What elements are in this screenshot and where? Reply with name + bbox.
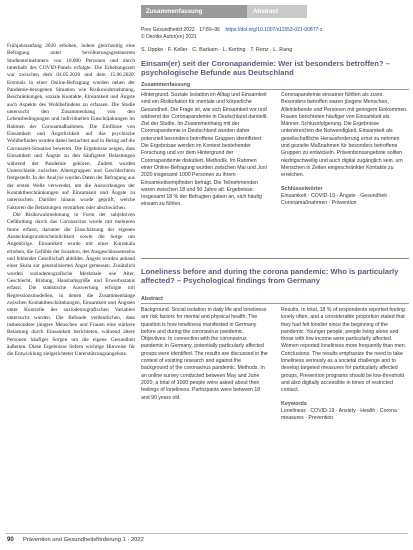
keywords-en: Loneliness · COVID-19 · Anxiety · Health · Corona measures · Prevention <box>281 407 397 421</box>
zusammenfassung-text-right: Coronapandemie einsamer fühlten als zuvor. Besonders betroffen waren jüngere Menschen, Alleinlebende und Personen mit geringem Einkommen. Frauen berichteten häufiger von Einsamkeit als Männer. Schlussfolgerung. Die Ergebnisse unterstreichen die Notwendigkeit, Einsamkeit als gesellschaftliche Herausforderung ernst zu nehmen und gezielte Maßnahmen für besonders betroffene Gruppen zu entwickeln. Präventionsangebote sollten niedrigschwellig und auch digital zugänglich sein, um Menschen in Zeiten eingeschränkter Kontakte zu erreichen. <box>281 92 408 179</box>
section-tabs <box>141 5 307 18</box>
keywords-heading-en: Keywords <box>281 400 307 407</box>
zusammenfassung-body <box>141 92 409 209</box>
abstract-header <box>141 292 409 304</box>
body-paragraph: Frühjahrsanfang 2020 erhoben, indem gleichzeitig eine Befragung unter bevölkerungsgesteuerten Studienteilnehmern von 10.000 Personen und durch innerhalb des COVID-Panels erfolgte. Die Erhebungszeit war zwischen dem 04.05.2020 und dem 15.06.2020. Erstmals in einer Online-Befragung wurden neben der Pandemie-bezogenen Situation wie Risikowahrnehmung, Beschränkungen, soziale Kontakte, Einsamkeit und Ängste auch Aspekte des Wohlbefindens zu erfassen. Die Studie untersucht den Zusammenhang von den Lebensbedingungen und individuellen Einschränkungen im Rahmen der Coronamaßnahmen. Die Einflüsse von Einsamkeit und Ängstlichkeit auf das psychische Wohlbefinden wurden dabei betrachtet und in Bezug auf die Coronazeit-Situation bewertet. Die Ergebnisse zeigen, dass Einsamkeit und Ängste zu den häufigsten Belastungen während der Pandemie gehören. Zudem wurden Unterschiede zwischen Altersgruppen und Geschlechtern festgestellt. In der Analyse wurden Daten der Befragung aus der ersten Welle verwendet, um die Auswirkungen der Kontaktbeschränkungen auf Einsamkeit und Ängste zu untersuchen. Darüber hinaus wurde geprüft, welche Faktoren die Belastungen verstärken oder abschwächen. <box>7 43 135 211</box>
zusammenfassung-left-column <box>141 92 269 209</box>
keywords-de: Einsamkeit · COVID-19 · Ängste · Gesundheit · Coronamaßnahmen · Prävention <box>281 192 390 206</box>
abstract-right-column <box>281 307 409 422</box>
abstract-heading: Abstract <box>141 296 163 302</box>
left-column-text <box>7 43 135 528</box>
divider <box>141 89 409 90</box>
copyright: © Der/die Autor(en) 2021 <box>141 33 197 40</box>
zusammenfassung-heading: Zusammenfassung <box>141 81 191 88</box>
german-section <box>141 47 409 89</box>
article-title-de: Einsam(er) seit der Coronapandemie: Wer ist besonders betroffen? – psychologische Befunde aus Deutschland <box>141 59 390 78</box>
footer-rule <box>5 533 408 534</box>
journal-citation: Prev Gesundheitsf 2022 · 17:89–96 <box>141 27 220 33</box>
abstract-body <box>141 307 409 422</box>
page-number: 90 <box>7 537 14 543</box>
zusammenfassung-right-column <box>281 92 409 209</box>
abstract-text-right: Results. In total, 18 % of respondents reported feeling lonely often, and a considerable proportion stated that they had felt lonelier since the beginning of the pandemic. Younger people, people living alone and those with low income were particularly affected. Women reported loneliness more frequently than men. Conclusions. The results emphasize the need to take loneliness seriously as a societal challenge and to develop targeted measures for particularly affected groups. Prevention programs should be low-threshold and also digitally accessible in times of restricted contact. <box>281 307 407 394</box>
journal-name: Prävention und Gesundheitsförderung 1 · 2022 <box>23 537 144 543</box>
tab-zusammenfassung[interactable]: Zusammenfassung <box>141 5 247 18</box>
keywords-heading-de: Schlüsselwörter <box>281 185 323 192</box>
divider <box>141 303 409 304</box>
abstract-left-column <box>141 307 269 422</box>
doi-link[interactable]: https://doi.org/10.1007/s11553-021-00877-z <box>225 27 323 33</box>
page-footer <box>0 533 413 547</box>
body-paragraph: Die Risikowahrnehmung in Form der subjektiven Gefährdung durch das Coronavirus wurde mit mehreren Items erfasst, darunter die Einschätzung der eigenen Ansteckungswahrscheinlichkeit sowie die Sorge um Angehörige. Einsamkeit wurde mit einer Kurzskala erhoben, die Gefühle der Isolation, des Ausgeschlossenseins und fehlender Gesellschaft abbildet. Ängste wurden anhand einer Skala zur generalisierten Angst gemessen. Zusätzlich wurden soziodemografische Merkmale wie Alter, Geschlecht, Bildung, Haushaltsgröße und Erwerbsstatus erfasst. Die statistische Auswertung erfolgte mit Regressionsmodellen, in denen die Zusammenhänge zwischen Kontaktbeschränkungen, Einsamkeit und Ängsten unter Kontrolle der soziodemografischen Variablen untersucht wurden. Die Befunde verdeutlichen, dass insbesondere jüngere Menschen und Frauen eine stärkere Belastung durch Einsamkeit berichteten, während ältere Personen häufiger Sorgen um die eigene Gesundheit äußerten. Diese Ergebnisse liefern wichtige Hinweise für die Entwicklung zielgerichteter Unterstützungsangebote. <box>7 211 135 358</box>
zusammenfassung-text-left: Hintergrund. Soziale Isolation im Alltag und Einsamkeit sind ein Risikofaktor für mentale und körperliche Gesundheit. Die Frage ist, wie sich Einsamkeit vor und während der Coronapandemie in Deutschland darstellt. Ziel der Studie. Im Zusammenhang mit der Coronapandemie in Deutschland wurden daher potenziell besonders betroffene Gruppen identifiziert. Die Ergebnisse werden im Kontext bestehender Forschung und vor dem Hintergrund der Coronapandemie diskutiert. Methodik. Im Rahmen einer Online-Befragung wurden zwischen Mai und Juni 2020 insgesamt 1000 Personen zu ihrem Einsamkeitsempfinden befragt. Die Teilnehmenden waren zwischen 18 und 90 Jahre alt. Ergebnisse. Insgesamt 18 % der Befragten gaben an, sich häufig einsam zu fühlen. <box>141 92 268 208</box>
section-divider <box>141 258 409 259</box>
article-title-en: Loneliness before and during the corona pandemic: Who is particularly affected? – Psychological findings from Germany <box>141 267 399 286</box>
citation-block <box>141 27 409 40</box>
abstract-text-left: Background. Social isolation in daily life and loneliness are risk factors for mental and physical health. The question is how loneliness manifested in Germany before and during the coronavirus pandemic. Objectives. In connection with the coronavirus pandemic in Germany, potentially particularly affected groups were identified. The results are discussed in the context of existing research and against the background of the coronavirus pandemic. Methods. In an online survey conducted between May and June 2020, a total of 1000 people were asked about their feelings of loneliness. Participants were between 18 and 90 years old. <box>141 307 268 401</box>
tab-abstract[interactable]: Abstract <box>247 5 307 18</box>
author-list: S. Uppke · F. Keller · C. Barkam · L. Kerting · T. Renz · L. Rang <box>141 47 293 53</box>
